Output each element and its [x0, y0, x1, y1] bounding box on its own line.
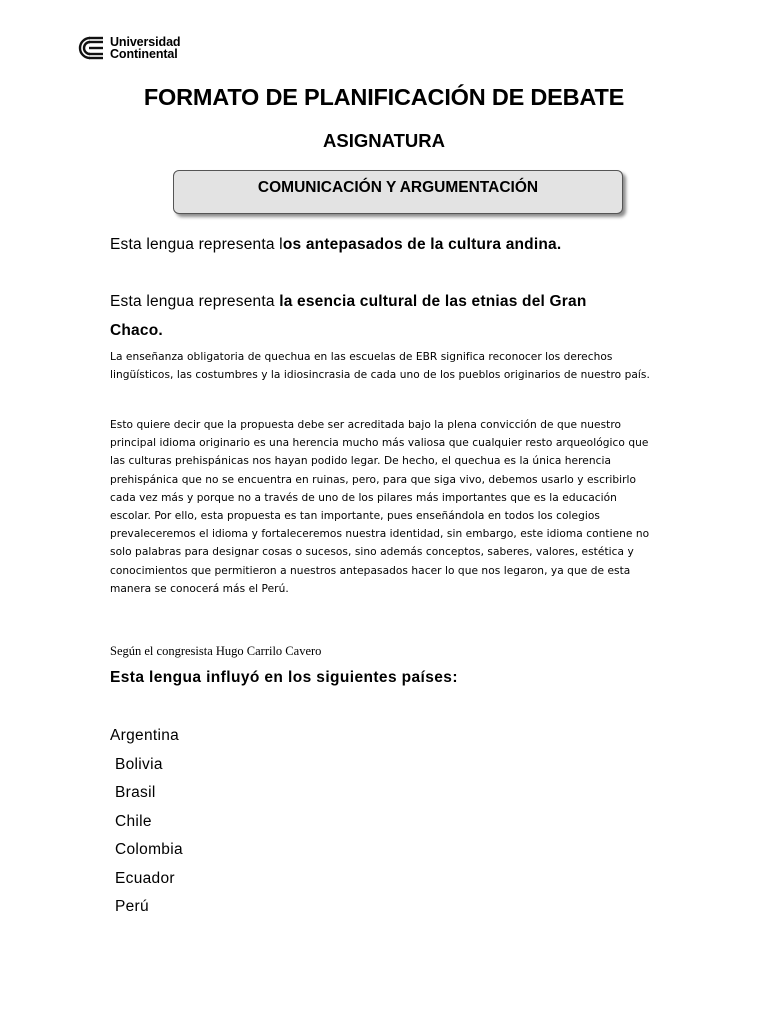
statement-2-prefix: Esta lengua representa	[110, 293, 280, 310]
university-logo	[76, 36, 180, 60]
statement-1-bold: os antepasados de la cultura andina.	[282, 236, 562, 253]
statement-1-prefix: Esta lengua representa l	[110, 236, 283, 253]
university-continental-logo-icon	[76, 36, 104, 60]
logo-line-2: Continental	[110, 47, 178, 61]
logo-text	[110, 36, 180, 60]
list-item: Brasil	[115, 784, 156, 801]
list-item: Colombia	[115, 841, 183, 858]
paragraph-1: La enseñanza obligatoria de quechua en las escuelas de EBR significa reconocer los derechos lingüísticos, las costumbres y la idiosincrasia de cada uno de los pueblos originarios de nuestro país.	[110, 351, 650, 382]
subject-box: COMUNICACIÓN Y ARGUMENTACIÓN	[173, 170, 623, 214]
logo-line-1: Universidad	[110, 35, 181, 49]
attribution: Según el congresista Hugo Carrilo Cavero	[110, 644, 322, 658]
countries-heading: Esta lengua influyó en los siguientes países:	[110, 669, 458, 686]
list-item: Argentina	[110, 727, 180, 744]
paragraph-2: Esto quiere decir que la propuesta debe ser acreditada bajo la plena convicción de que nuestro principal idioma originario es una herencia mucho más valiosa que cualquier resto arqueológico que las culturas prehispánicas nos hayan podido legar. De hecho, el quechua es la única herencia prehispánica que no se encuentra en ruinas, pero, para que siga vivo, debemos usarlo y escribirlo cada vez más y porque no a través de uno de los pilares más importantes que es la educación escolar. Por ello, esta propuesta es tan importante, pues enseñándola en todos los colegios prevaleceremos el idioma y fortaleceremos nuestra identidad, sin embargo, este idioma contiene no solo palabras para designar cosas o sucesos, sino además conceptos, saberes, valores, estética y conocimientos que permitieron a nuestros antepasados hacer lo que nos legaron, ya que de esta manera se conocerá más el Perú.	[110, 419, 650, 595]
list-item: Bolivia	[115, 755, 163, 773]
statement-2-bold: la esencia cultural de las etnias del Gran	[279, 293, 587, 310]
page-title: FORMATO DE PLANIFICACIÓN DE DEBATE	[143, 84, 625, 110]
subject-label: ASIGNATURA	[323, 130, 445, 151]
list-item: Ecuador	[115, 869, 175, 887]
list-item: Chile	[115, 812, 152, 830]
statement-1	[110, 236, 561, 254]
statement-2-bold-cont: Chaco.	[110, 322, 163, 339]
statement-2	[110, 293, 587, 311]
statement-2-continued	[110, 322, 163, 340]
countries-list	[110, 726, 183, 926]
list-item: Perú	[115, 898, 149, 915]
